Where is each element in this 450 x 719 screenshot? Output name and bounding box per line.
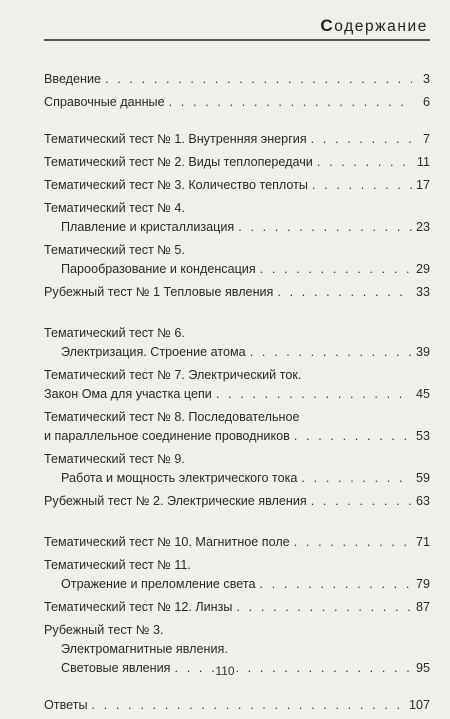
toc-entry-subtitle: Работа и мощность электрического тока: [61, 471, 298, 485]
toc-entry-test-10[interactable]: [44, 533, 430, 552]
toc-entry-review-1[interactable]: [44, 283, 430, 302]
toc-entry-title: Рубежный тест № 1 Тепловые явления: [44, 285, 274, 299]
dot-leader: [311, 492, 412, 511]
toc-entry-subtitle: Электромагнитные явления.: [61, 642, 228, 656]
toc-entry-test-6[interactable]: [44, 324, 430, 362]
toc-entry-subtitle: Световые явления: [61, 661, 171, 675]
toc-page-number: 23: [415, 220, 430, 234]
toc-entry-subtitle: Электризация. Строение атома: [61, 345, 246, 359]
toc-page-number: 87: [415, 600, 430, 614]
toc-entry-title: Справочные данные: [44, 95, 165, 109]
dot-leader: [92, 696, 405, 715]
toc-entry-test-11[interactable]: [44, 556, 430, 594]
section-gap: [44, 306, 430, 324]
toc-entry-title: Тематический тест № 4.: [44, 201, 185, 215]
dot-leader: [169, 93, 412, 112]
toc-entry-test-3[interactable]: [44, 176, 430, 195]
toc-entry-title: Тематический тест № 1. Внутренняя энергия: [44, 132, 307, 146]
toc-entry-intro[interactable]: [44, 70, 430, 89]
toc-page-number: 3: [422, 72, 430, 86]
toc-page-number: 107: [408, 698, 430, 712]
toc-entry-title: Тематический тест № 11.: [44, 558, 191, 572]
toc-entry-title: Тематический тест № 6.: [44, 326, 185, 340]
toc-page-number: 33: [415, 285, 430, 299]
dot-leader: [294, 533, 412, 552]
toc-entry-subtitle: Парообразование и конденсация: [61, 262, 256, 276]
toc-entry-title: Тематический тест № 5.: [44, 243, 185, 257]
toc-entry-title: Тематический тест № 8. Последовательное: [44, 410, 300, 424]
toc-page-number: 17: [415, 178, 430, 192]
toc-entry-title: Тематический тест № 2. Виды теплопередачи: [44, 155, 313, 169]
section-gap: [44, 515, 430, 533]
toc-entry-title: Ответы: [44, 698, 88, 712]
dot-leader: [236, 598, 412, 617]
toc-page-number: 53: [415, 429, 430, 443]
toc-entry-review-2[interactable]: [44, 492, 430, 511]
toc-entry-title: Тематический тест № 9.: [44, 452, 185, 466]
dot-leader: [317, 153, 412, 172]
toc-entry-test-12[interactable]: [44, 598, 430, 617]
toc-entry-reference[interactable]: [44, 93, 430, 112]
dot-leader: [311, 130, 412, 149]
toc-entry-test-2[interactable]: [44, 153, 430, 172]
toc-entry-title: Тематический тест № 7. Электрический ток.: [44, 368, 302, 382]
toc-page-number: 29: [415, 262, 430, 276]
dot-leader: [216, 385, 412, 404]
toc-entry-title: Тематический тест № 12. Линзы: [44, 600, 233, 614]
toc-page-number: 45: [415, 387, 430, 401]
toc-entry-subtitle: Отражение и преломление света: [61, 577, 256, 591]
page-title: [320, 16, 428, 36]
dot-leader: [312, 176, 412, 195]
toc-entry-test-8[interactable]: [44, 408, 430, 446]
page-title-initial: С: [320, 16, 335, 35]
toc-entry-title: Тематический тест № 10. Магнитное поле: [44, 535, 290, 549]
table-of-contents: [44, 70, 430, 719]
toc-page-number: 71: [415, 535, 430, 549]
toc-page-number: 7: [422, 132, 430, 146]
dot-leader: [301, 469, 412, 488]
toc-entry-test-4[interactable]: [44, 199, 430, 237]
toc-page-number: 11: [416, 155, 430, 169]
header-divider: [44, 39, 430, 41]
section-gap: [44, 682, 430, 696]
toc-entry-subtitle: Плавление и кристаллизация: [61, 220, 235, 234]
toc-page-number: 95: [415, 661, 430, 675]
dot-leader: [250, 343, 412, 362]
page-title-rest: одержание: [334, 18, 428, 35]
section-gap: [44, 116, 430, 130]
toc-entry-test-1[interactable]: [44, 130, 430, 149]
toc-entry-subtitle: и параллельное соединение проводников: [44, 429, 290, 443]
toc-entry-test-9[interactable]: [44, 450, 430, 488]
toc-entry-test-7[interactable]: [44, 366, 430, 404]
toc-entry-title: Тематический тест № 3. Количество теплоты: [44, 178, 308, 192]
toc-page-number: 6: [422, 95, 430, 109]
dot-leader: [260, 260, 412, 279]
toc-page-number: 39: [415, 345, 430, 359]
dot-leader: [238, 218, 412, 237]
page-number: 110: [215, 664, 235, 678]
toc-entry-title: Введение: [44, 72, 102, 86]
toc-entry-title: Рубежный тест № 2. Электрические явления: [44, 494, 307, 508]
toc-entry-answers[interactable]: [44, 696, 430, 715]
toc-entry-title: Рубежный тест № 3.: [44, 623, 164, 637]
toc-entry-test-5[interactable]: [44, 241, 430, 279]
toc-page-number: 63: [415, 494, 430, 508]
toc-page-number: 79: [415, 577, 430, 591]
dot-leader: [260, 575, 412, 594]
toc-entry-subtitle: Закон Ома для участка цепи: [44, 387, 212, 401]
dot-leader: [105, 70, 412, 89]
dot-leader: [294, 427, 412, 446]
dot-leader: [277, 283, 412, 302]
toc-page-number: 59: [415, 471, 430, 485]
